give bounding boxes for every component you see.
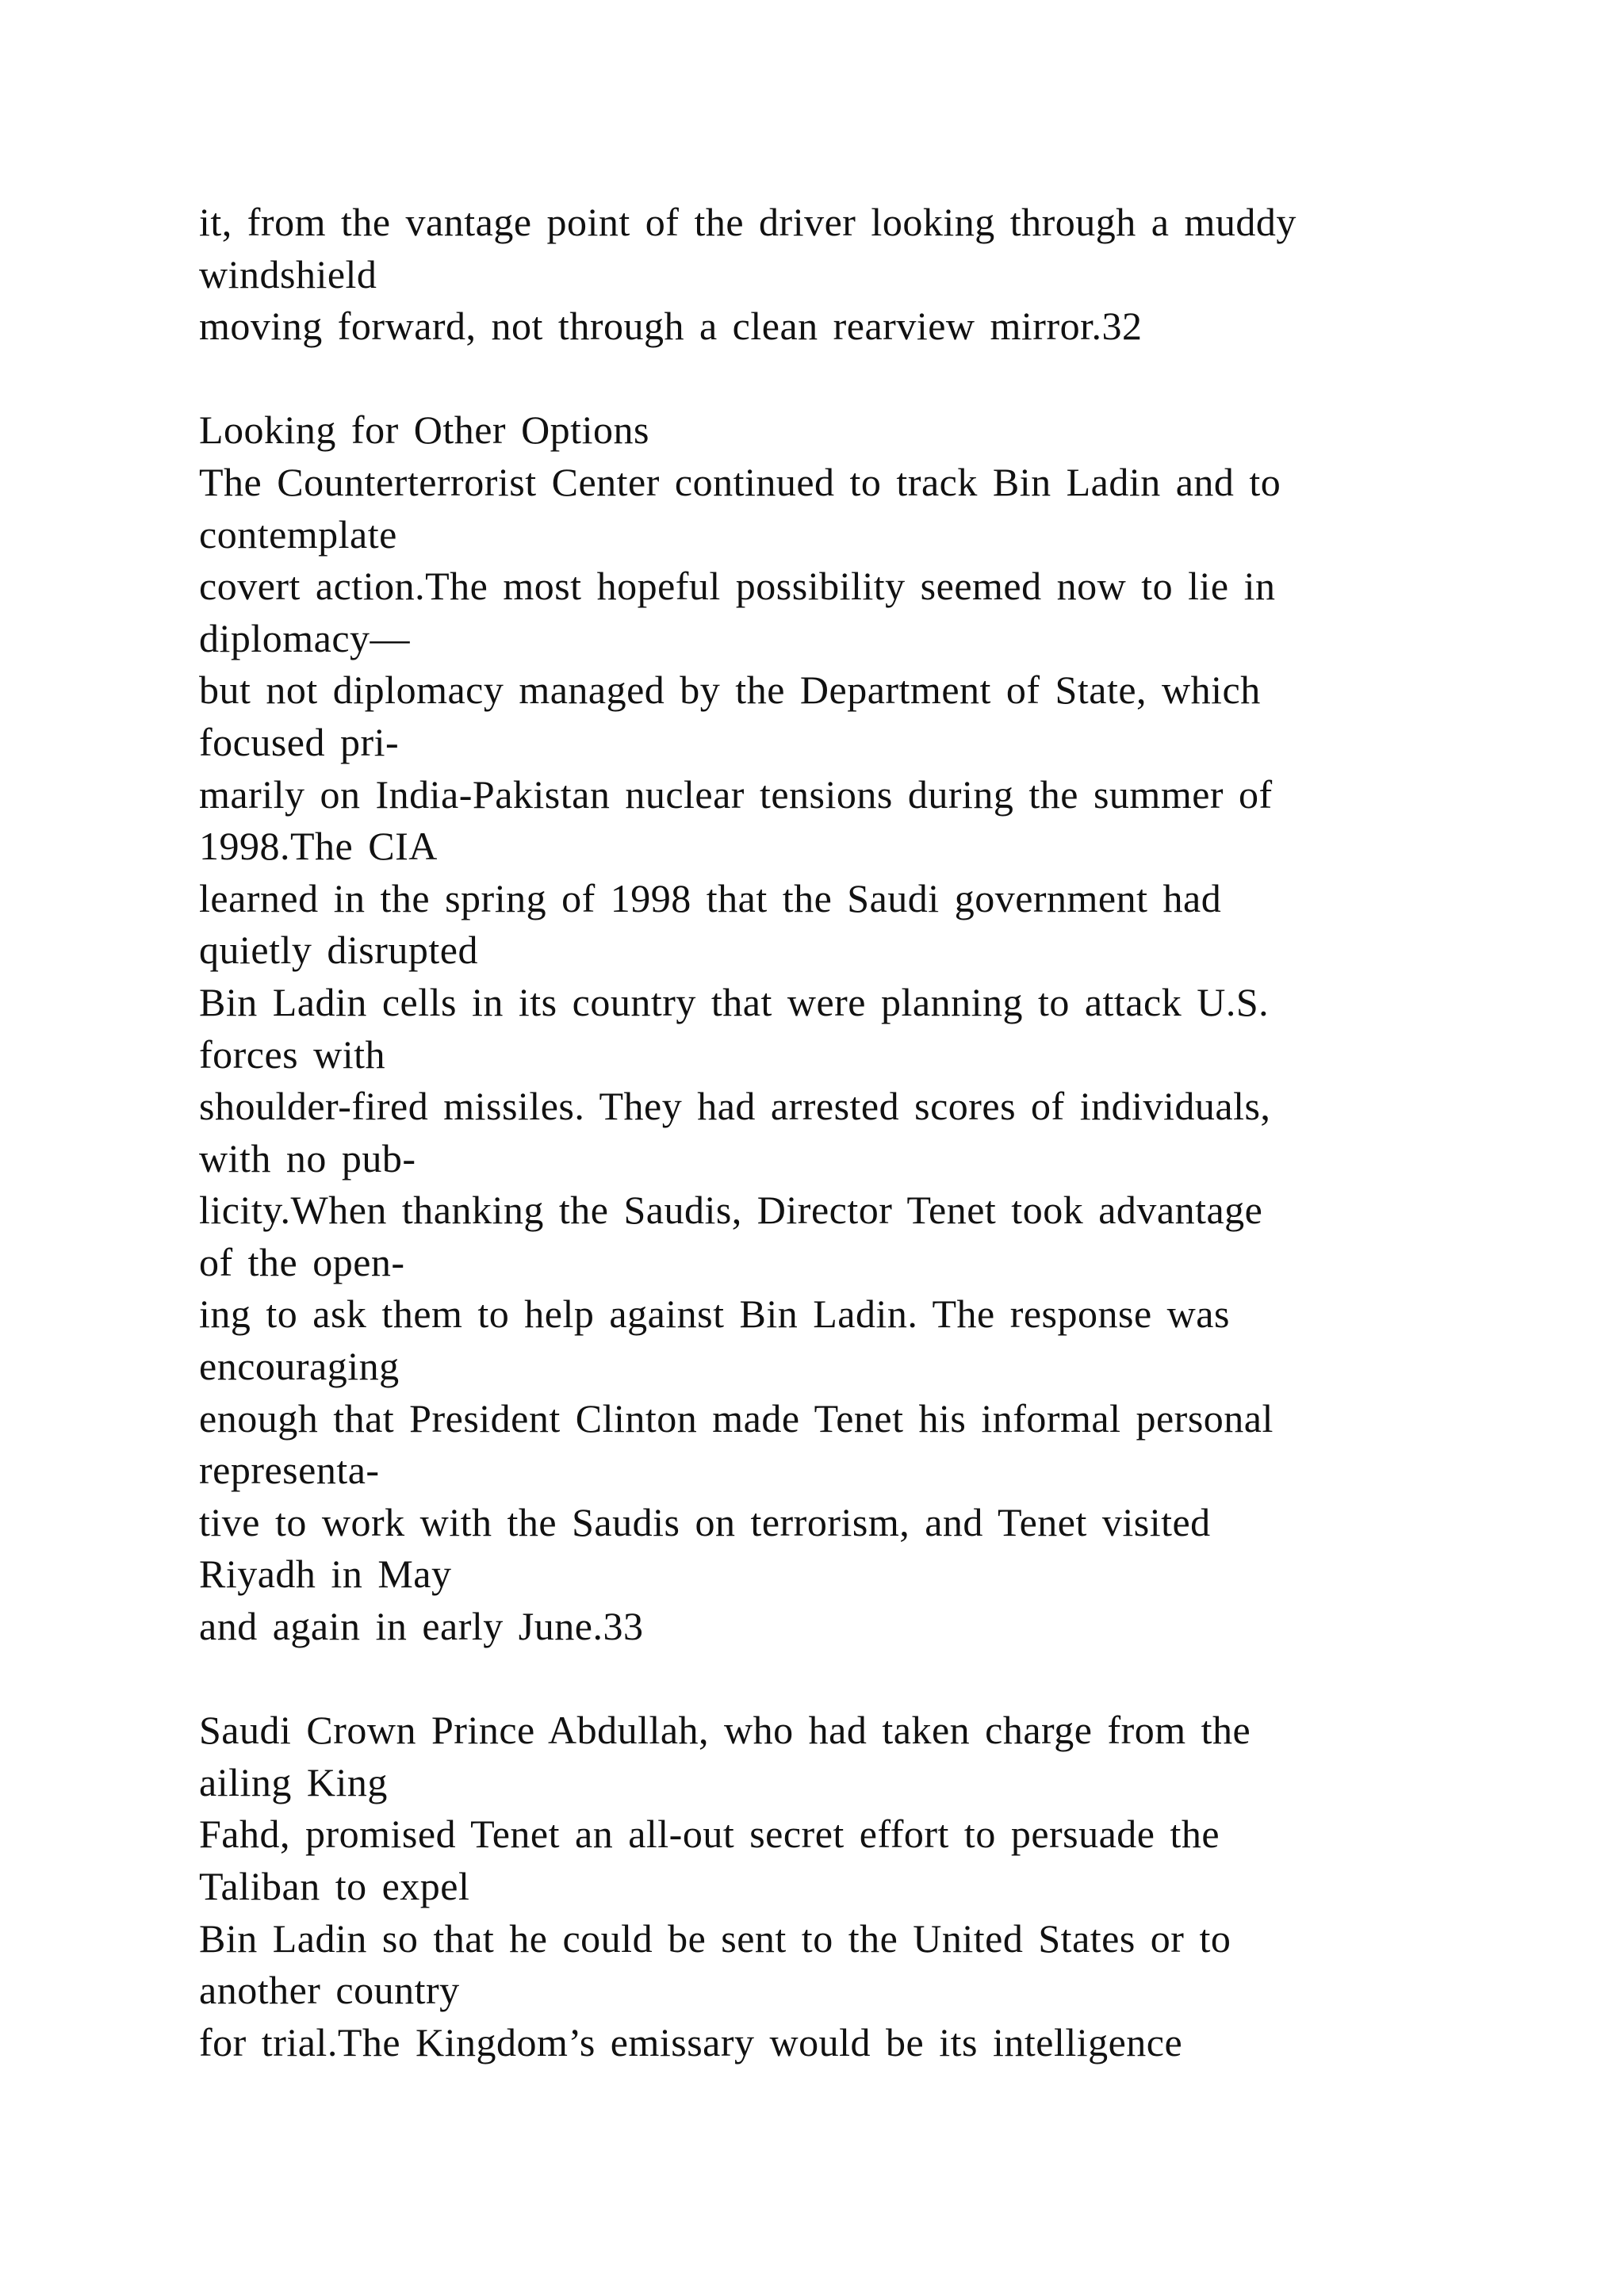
paragraph-2: [199, 457, 1595, 1653]
text-line: with no pub-: [199, 1135, 416, 1181]
text-line: learned in the spring of 1998 that the Saudi government had: [199, 875, 1222, 920]
text-line: licity.When thanking the Saudis, Director Tenet took advantage: [199, 1188, 1263, 1233]
text-line: windshield: [199, 251, 377, 297]
text-line: diplomacy—: [199, 615, 411, 660]
paragraph-1: [199, 197, 1595, 353]
text-line: enough that President Clinton made Tenet his informal personal: [199, 1395, 1274, 1441]
text-line: but not diplomacy managed by the Department of State, which: [199, 668, 1261, 713]
document-text: [199, 197, 1595, 2068]
text-line: representa-: [199, 1448, 380, 1493]
text-line: another country: [199, 1968, 460, 2013]
text-line: focused pri-: [199, 719, 400, 764]
text-line: The Counterterrorist Center continued to track Bin Ladin and to: [199, 459, 1281, 504]
paragraph-gap: [199, 353, 1595, 405]
text-line: ailing King: [199, 1759, 388, 1804]
text-line: ing to ask them to help against Bin Ladin. The response was: [199, 1292, 1230, 1337]
section-heading: Looking for Other Options: [199, 408, 649, 453]
text-line: Bin Ladin cells in its country that were planning to attack U.S.: [199, 979, 1270, 1024]
text-line: quietly disrupted: [199, 928, 478, 973]
text-line: Fahd, promised Tenet an all-out secret effort to persuade the: [199, 1812, 1220, 1857]
text-line: of the open-: [199, 1239, 405, 1284]
text-line: Saudi Crown Prince Abdullah, who had taken charge from the: [199, 1708, 1251, 1753]
text-line: Bin Ladin so that he could be sent to the United States or to: [199, 1915, 1231, 1961]
text-line: covert action.The most hopeful possibility seemed now to lie in: [199, 564, 1276, 609]
text-line: it, from the vantage point of the driver looking through a muddy: [199, 200, 1297, 244]
text-line: for trial.The Kingdom’s emissary would be its intelligence: [199, 2019, 1183, 2064]
text-line: shoulder-fired missiles. They had arrested scores of individuals,: [199, 1084, 1271, 1129]
text-line: Riyadh in May: [199, 1552, 452, 1597]
text-line: Taliban to expel: [199, 1864, 470, 1908]
text-line: encouraging: [199, 1344, 400, 1389]
text-line: moving forward, not through a clean rearview mirror.32: [199, 304, 1143, 349]
text-line: tive to work with the Saudis on terrorism, and Tenet visited: [199, 1499, 1211, 1544]
text-line: 1998.The CIA: [199, 824, 438, 869]
paragraph-3: [199, 1705, 1595, 2068]
text-line: contemplate: [199, 511, 397, 557]
text-line: and again in early June.33: [199, 1604, 644, 1649]
paragraph-gap: [199, 1653, 1595, 1705]
text-line: marily on India-Pakistan nuclear tensions during the summer of: [199, 771, 1273, 817]
text-line: forces with: [199, 1031, 386, 1077]
